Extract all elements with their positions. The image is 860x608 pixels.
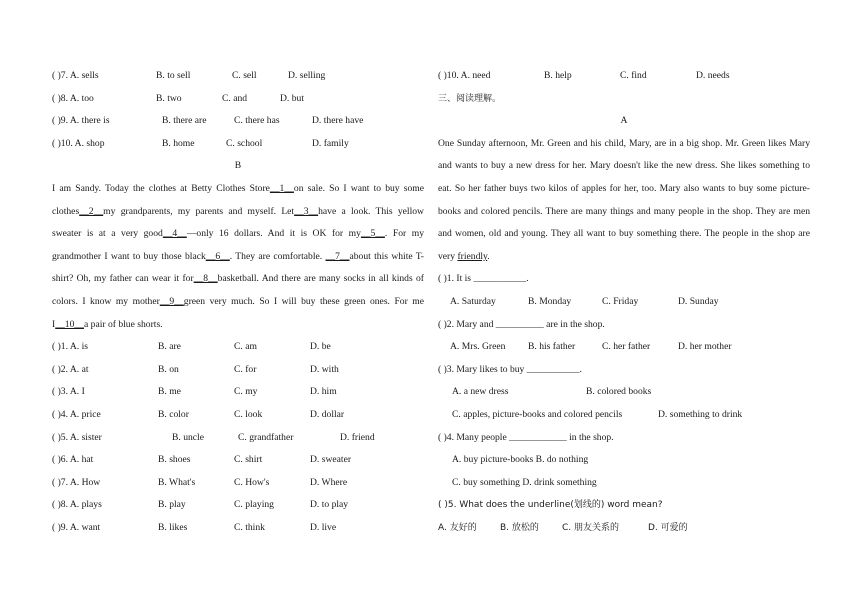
option-c: C. school [226,137,263,149]
option-c: C. sell [232,70,257,81]
question-row [52,517,424,540]
option-cd: C. buy something D. drink something [452,476,597,488]
question-row [52,449,424,472]
passage-text: . For my grandmother I want to buy those black [52,228,424,262]
option-b: B. help [544,70,572,81]
blank-4: __4__ [162,228,187,240]
passage-text: my grandparents, my parents and myself. Let [103,205,295,217]
passage-text: basketball. And there are many socks in all kinds of colors. I know my mother [52,273,424,307]
blank-7: __7__ [325,250,350,262]
options-row [438,404,810,427]
question-stem: ( )9. A. want [52,521,101,533]
passage-text: have a look. This yellow sweater is at a very good [52,205,424,240]
section-b-heading [52,155,424,178]
option-d: D. 可爱的 [648,522,688,533]
option-d: D. be [310,341,331,353]
reading-passage [438,133,810,269]
passage-text: . They are comfortable. [229,250,326,262]
option-d: D. selling [288,70,326,81]
option-b: B. me [158,386,181,398]
option-d: D. friend [340,431,375,443]
option-b: B. What's [158,476,196,488]
question-row [52,336,424,359]
option-a: A. a new dress [452,386,509,398]
options-row [438,517,810,540]
option-a: A. Saturday [450,295,496,307]
option-d: D. needs [696,70,730,81]
option-d: D. there have [312,115,364,127]
option-c: C. am [234,341,257,353]
option-c: C. shirt [234,454,263,466]
option-b: B. on [158,363,179,375]
question-stem: ( )1. A. is [52,341,88,353]
option-d: D. Where [310,476,348,488]
question-stem: ( )6. A. hat [52,454,94,466]
blank-2: __2__ [79,205,104,217]
blank-1: __1__ [269,182,294,194]
passage-text: I am Sandy. Today the clothes at Betty Clothes Store [52,182,270,194]
question-row [52,404,424,427]
option-c: C. find [620,70,647,81]
options-row [438,291,810,314]
question-stem: ( )8. A. plays [52,499,102,511]
option-d: D. him [310,386,337,398]
option-ab: A. buy picture-books B. do nothing [452,454,589,466]
option-c: C. Friday [602,295,639,307]
question-row [52,427,424,450]
blank-10: __10__ [55,318,84,330]
option-c: C. there has [234,115,280,127]
passage-end: . [487,250,490,262]
option-b: B. 放松的 [500,522,539,533]
option-b: B. uncle [172,431,204,443]
blank-6: __6__ [205,250,230,262]
option-d: D. dollar [310,408,345,420]
option-b: B. Monday [528,295,572,307]
question-stem: ( )7. A. How [52,476,101,488]
blank-9: __9__ [159,295,184,307]
option-b: B. home [162,137,195,149]
option-a: A. 友好的 [438,522,477,533]
option-b: B. there are [162,115,207,127]
option-d: D. her mother [678,341,732,353]
option-d: D. family [312,137,349,149]
question-row [52,133,424,156]
option-b: B. color [158,408,189,420]
option-c: C. grandfather [238,431,294,443]
blank-8: __8__ [193,273,218,285]
option-c: C. playing [234,499,274,511]
option-c: C. her father [602,341,651,353]
option-c: C. 朋友关系的 [562,522,620,533]
options-row [438,449,810,472]
question-row [52,110,424,133]
option-c: C. think [234,521,265,533]
option-d: D. something to drink [658,408,743,420]
question-stem: ( )5. A. sister [52,431,102,443]
option-a: A. Mrs. Green [450,341,506,353]
option-c: C. for [234,363,257,375]
question-stem: ( )10. A. need [438,70,491,81]
question-row [52,381,424,404]
question-stem-row: ( )3. Mary likes to buy ___________. [438,363,582,375]
passage-text: on sale. So I want to buy some clothes [52,182,424,217]
option-d: D. to play [310,499,349,511]
option-c: C. my [234,386,258,398]
right-column [438,65,810,539]
question-stem-row: ( )4. Many people ____________ in the shop. [438,431,614,443]
option-c: C. look [234,408,263,420]
option-d: D. with [310,363,339,375]
option-b: B. to sell [156,70,191,81]
passage-text: One Sunday afternoon, Mr. Green and his child, Mary, are in a big shop. Mr. Green likes Mary and wants to buy a new dress for her. Mary doesn't like the new dress. She likes something to eat. So her father buys two kilos of apples for her, too. Mary also wants to buy some picture-books and colored pencils. There are many things and many people in the shop. They are men and women, old and young. They all want to buy something there. The people in the shop are very [438,137,810,262]
question-stem: ( )10. A. shop [52,137,105,149]
option-c: C. How's [234,476,270,488]
option-d: D. live [310,521,337,533]
option-d: D. but [280,92,304,104]
option-d: D. sweater [310,454,352,466]
option-c: C. and [222,92,248,104]
section-heading: 三、阅读理解。 [438,93,502,104]
question-stem: ( )8. A. too [52,92,94,104]
passage-text: —only 16 dollars. And it is OK for my [186,228,361,240]
question-row [52,65,424,88]
cloze-questions [52,336,424,539]
question-stem-row: ( )1. It is ___________. [438,273,529,285]
option-b: B. shoes [158,454,191,466]
question-stem-row: ( )5. What does the underline(划线的) word mean? [438,500,663,511]
option-d: D. Sunday [678,295,719,307]
question-stem: ( )3. A. I [52,386,85,398]
question-row [52,472,424,495]
question-row [438,65,810,88]
passage-text: green very much. So I will buy these green ones. For me I [52,295,424,330]
question-stem: ( )2. A. at [52,363,89,375]
option-c: C. apples, picture-books and colored pencils [452,408,623,420]
option-b: B. are [158,341,181,353]
option-b: B. play [158,499,186,511]
question-stem: ( )4. A. price [52,408,101,420]
passage-label: A [620,115,628,127]
left-column [52,65,424,539]
option-b: B. colored books [586,386,652,398]
question-stem: ( )7. A. sells [52,70,99,81]
question-stem-row: ( )2. Mary and __________ are in the shop. [438,318,605,330]
question-row [52,359,424,382]
passage-text: a pair of blue shorts. [83,318,163,330]
blank-3: __3__ [294,205,319,217]
underlined-word: friendly [457,250,488,262]
option-b: B. his father [528,341,576,353]
question-row [52,494,424,517]
options-row [438,381,810,404]
options-row [438,336,810,359]
question-stem: ( )9. A. there is [52,115,110,127]
blank-5: __5__ [360,228,385,240]
section-label: B [234,160,242,172]
option-b: B. two [156,92,182,104]
options-row [438,472,810,495]
option-b: B. likes [158,521,188,533]
passage-text: about this white T-shirt? Oh, my father can wear it for [52,250,424,285]
question-row [52,88,424,111]
cloze-passage [52,178,424,336]
